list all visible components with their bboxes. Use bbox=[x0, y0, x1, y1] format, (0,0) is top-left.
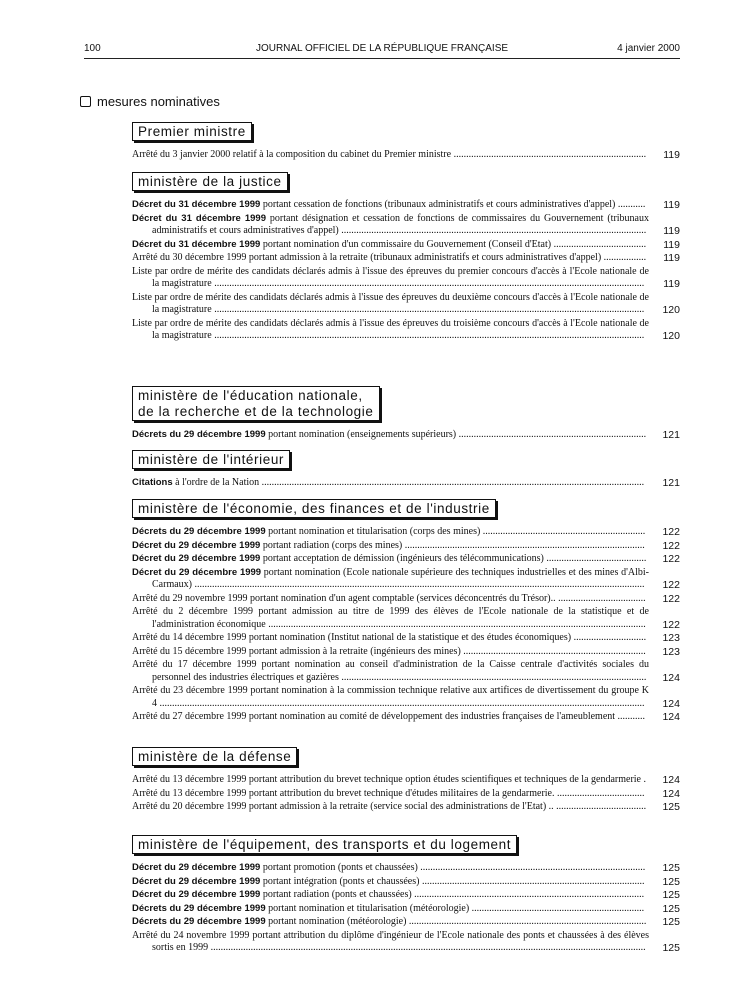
entry-page: 125 bbox=[662, 916, 680, 928]
section-equipement bbox=[132, 835, 684, 956]
entry-page: 123 bbox=[662, 645, 680, 658]
list-item[interactable] bbox=[132, 526, 684, 539]
list-item[interactable] bbox=[132, 606, 684, 631]
entry-page: 121 bbox=[662, 429, 680, 441]
main-title-text: mesures nominatives bbox=[97, 94, 220, 109]
entry-text: Citations à l'ordre de la Nation ......................................................................................................................................................... bbox=[132, 477, 645, 488]
entry-text: Décret du 31 décembre 1999 portant cessation de fonctions (tribunaux administratifs et cours administratives d'appel) ........... bbox=[132, 199, 646, 210]
entry-page: 125 bbox=[662, 875, 680, 888]
section-title: ministère de la défense bbox=[132, 747, 297, 766]
square-bullet-icon bbox=[80, 96, 91, 107]
list-item[interactable] bbox=[132, 292, 684, 317]
list-item[interactable] bbox=[132, 876, 684, 889]
entry-text: Décrets du 29 décembre 1999 portant nomination et titularisation (météorologie) ..................................................................... bbox=[132, 902, 645, 914]
list-item[interactable] bbox=[132, 632, 684, 645]
entry-page: 122 bbox=[662, 539, 680, 552]
section-economie bbox=[132, 499, 684, 725]
entry-text: Arrêté du 27 décembre 1999 portant nomination au comité de développement des industries françaises de l'ameublement ........... bbox=[132, 711, 646, 722]
entry-page: 122 bbox=[662, 618, 680, 631]
entry-text: Décret du 29 décembre 1999 portant intégration (ponts et chaussées) ......................................................................................... bbox=[132, 875, 645, 887]
section-title: Premier ministre bbox=[132, 122, 252, 141]
list-item[interactable] bbox=[132, 774, 684, 787]
list-item[interactable] bbox=[132, 199, 684, 212]
entry-page: 124 bbox=[662, 774, 680, 786]
entry-page: 125 bbox=[662, 902, 680, 915]
entry-text: Décrets du 29 décembre 1999 portant nomination et titularisation (corps des mines) ................................................................. bbox=[132, 526, 646, 537]
entry-text: Décret du 31 décembre 1999 portant nomination d'un commissaire du Gouvernement (Conseil d'Etat) ..................................... bbox=[132, 238, 647, 250]
entry-text: Arrêté du 2 décembre 1999 portant admission au titre de 1999 des élèves de l'Ecole nationale de la statistique et de l'administration économique ....................................................................................................................................................... bbox=[132, 606, 649, 630]
entry-text: Liste par ordre de mérite des candidats déclarés admis à l'issue des épreuves du troisième concours d'accès à l'Ecole nationale de la magistrature ............................................................................................................................................................................ bbox=[132, 317, 649, 341]
entry-text: Arrêté du 24 novembre 1999 portant attribution du diplôme d'ingénieur de l'Ecole nationale des ponts et chaussées à des élèves sortis en 1999 .............................................................................................................................................................................. bbox=[132, 929, 649, 953]
list-item[interactable] bbox=[132, 213, 684, 238]
entry-text: Arrêté du 30 décembre 1999 portant admission à la retraite (tribunaux administratifs et cours administratives d'appel) ................. bbox=[132, 252, 647, 263]
entry-page: 124 bbox=[662, 697, 680, 710]
entry-text: Décrets du 29 décembre 1999 portant nomination (météorologie) ............................................................................................... bbox=[132, 916, 647, 927]
section-title: ministère de la justice bbox=[132, 172, 288, 191]
entry-text: Décret du 31 décembre 1999 portant désignation et cessation de fonctions de commissaires du Gouvernement (tribunaux administratifs et cours administratives d'appel) .......................................................................................................................... bbox=[132, 212, 649, 236]
list-item[interactable] bbox=[132, 862, 684, 875]
entry-text: Arrêté du 13 décembre 1999 portant attribution du brevet technique option études scientifiques et techniques de la gendarmerie . bbox=[132, 774, 646, 785]
entry-text: Décret du 29 décembre 1999 portant radiation (corps des mines) ................................................................................................ bbox=[132, 539, 645, 551]
entry-page: 119 bbox=[663, 238, 680, 251]
entry-page: 124 bbox=[662, 711, 680, 723]
section-title: ministère de l'équipement, des transports et du logement bbox=[132, 835, 517, 854]
list-item[interactable] bbox=[132, 567, 684, 592]
page-header bbox=[84, 43, 680, 57]
entry-text: Liste par ordre de mérite des candidats déclarés admis à l'issue des épreuves du premier concours d'accès à l'Ecole nationale de la magistrature ............................................................................................................................................................................ bbox=[132, 265, 649, 289]
entry-page: 122 bbox=[662, 526, 680, 538]
entry-page: 120 bbox=[662, 330, 680, 342]
entry-page: 122 bbox=[662, 579, 680, 591]
section-title-line: ministère de l'éducation nationale, bbox=[138, 388, 363, 403]
section-title-line: de la recherche et de la technologie bbox=[138, 404, 374, 419]
entry-page: 122 bbox=[662, 553, 680, 565]
header-rule bbox=[84, 58, 680, 59]
section-education bbox=[132, 386, 684, 443]
list-item[interactable] bbox=[132, 477, 684, 490]
main-title bbox=[80, 94, 220, 109]
list-item[interactable] bbox=[132, 318, 684, 343]
list-item[interactable] bbox=[132, 685, 684, 710]
section-interieur bbox=[132, 450, 684, 491]
list-item[interactable] bbox=[132, 801, 684, 814]
section-title: ministère de l'intérieur bbox=[132, 450, 290, 469]
entry-text: Arrêté du 14 décembre 1999 portant nomination (Institut national de la statistique et des études économiques) ............................. bbox=[132, 632, 647, 643]
list-item[interactable] bbox=[132, 659, 684, 684]
section-title: ministère de l'économie, des finances et de l'industrie bbox=[132, 499, 496, 518]
entry-page: 125 bbox=[662, 889, 680, 901]
list-item[interactable] bbox=[132, 889, 684, 902]
entry-text: Décret du 29 décembre 1999 portant radiation (ponts et chaussées) ............................................................................................ bbox=[132, 889, 645, 900]
list-item[interactable] bbox=[132, 788, 684, 801]
entry-text: Arrêté du 23 décembre 1999 portant nomination à la commission technique relative aux artifices de divertissement du groupe K 4 .................................................................................................................................................................................................. bbox=[132, 685, 649, 709]
entry-text: Liste par ordre de mérite des candidats déclarés admis à l'issue des épreuves du deuxième concours d'accès à l'Ecole nationale de la magistrature ............................................................................................................................................................................ bbox=[132, 291, 649, 315]
entry-text: Arrêté du 20 décembre 1999 portant admission à la retraite (service social des administrations de l'Etat) .. .................................... bbox=[132, 801, 647, 812]
entry-text: Arrêté du 15 décembre 1999 portant admission à la retraite (ingénieurs des mines) ......................................................................... bbox=[132, 645, 646, 657]
list-item[interactable] bbox=[132, 711, 684, 724]
entry-page: 119 bbox=[663, 199, 680, 211]
entry-page: 119 bbox=[663, 225, 680, 237]
list-item[interactable] bbox=[132, 266, 684, 291]
page-number: 100 bbox=[84, 43, 101, 54]
entry-text: Décret du 29 décembre 1999 portant acceptation de démission (ingénieurs des télécommunications) ........................................ bbox=[132, 553, 647, 564]
list-item[interactable] bbox=[132, 916, 684, 929]
entry-page: 122 bbox=[662, 592, 680, 605]
entry-page: 125 bbox=[662, 942, 680, 954]
entry-text: Décrets du 29 décembre 1999 portant nomination (enseignements supérieurs) ........................................................................... bbox=[132, 429, 647, 440]
entry-text: Arrêté du 13 décembre 1999 portant attribution du brevet technique d'études militaires de la gendarmerie. ................................... bbox=[132, 787, 645, 799]
entry-text: Arrêté du 3 janvier 2000 relatif à la composition du cabinet du Premier ministre ............................................................................. bbox=[132, 149, 647, 160]
entry-page: 124 bbox=[662, 671, 680, 684]
list-item[interactable] bbox=[132, 930, 684, 955]
list-item[interactable] bbox=[132, 252, 684, 265]
issue-date: 4 janvier 2000 bbox=[617, 43, 680, 54]
list-item[interactable] bbox=[132, 903, 684, 916]
entry-text: Décret du 29 décembre 1999 portant promotion (ponts et chaussées) .......................................................................................... bbox=[132, 862, 646, 873]
list-item[interactable] bbox=[132, 149, 684, 162]
entry-page: 119 bbox=[663, 278, 680, 290]
list-item[interactable] bbox=[132, 429, 684, 442]
section-justice bbox=[132, 172, 684, 344]
section-defense bbox=[132, 747, 684, 815]
entry-page: 125 bbox=[662, 862, 680, 874]
entry-page: 125 bbox=[662, 801, 680, 813]
list-item[interactable] bbox=[132, 239, 684, 252]
entry-page: 124 bbox=[662, 787, 680, 800]
entry-text: Arrêté du 17 décembre 1999 portant nomination au conseil d'administration de la Caisse centrale d'activités sociales du personnel des industries électriques et gazières .......................................................................................................................... bbox=[132, 659, 649, 683]
entry-text: Arrêté du 29 novembre 1999 portant nomination d'un agent comptable (services déconcentrés du Trésor).. ................................... bbox=[132, 592, 646, 604]
section-premier-ministre bbox=[132, 122, 684, 163]
entry-page: 120 bbox=[662, 304, 680, 316]
entry-page: 119 bbox=[663, 149, 680, 161]
list-item[interactable] bbox=[132, 553, 684, 566]
entry-page: 119 bbox=[663, 252, 680, 264]
entry-page: 121 bbox=[662, 477, 680, 489]
entry-text: Décret du 29 décembre 1999 portant nomination (Ecole nationale supérieure des techniques industrielles et des mines d'Albi-Carmaux) .................................................................................................................................................................................... bbox=[132, 566, 649, 590]
journal-title: JOURNAL OFFICIEL DE LA RÉPUBLIQUE FRANÇAISE bbox=[255, 43, 509, 54]
entry-page: 123 bbox=[662, 632, 680, 644]
list-item[interactable] bbox=[132, 646, 684, 659]
list-item[interactable] bbox=[132, 593, 684, 606]
list-item[interactable] bbox=[132, 540, 684, 553]
section-title bbox=[132, 386, 380, 421]
